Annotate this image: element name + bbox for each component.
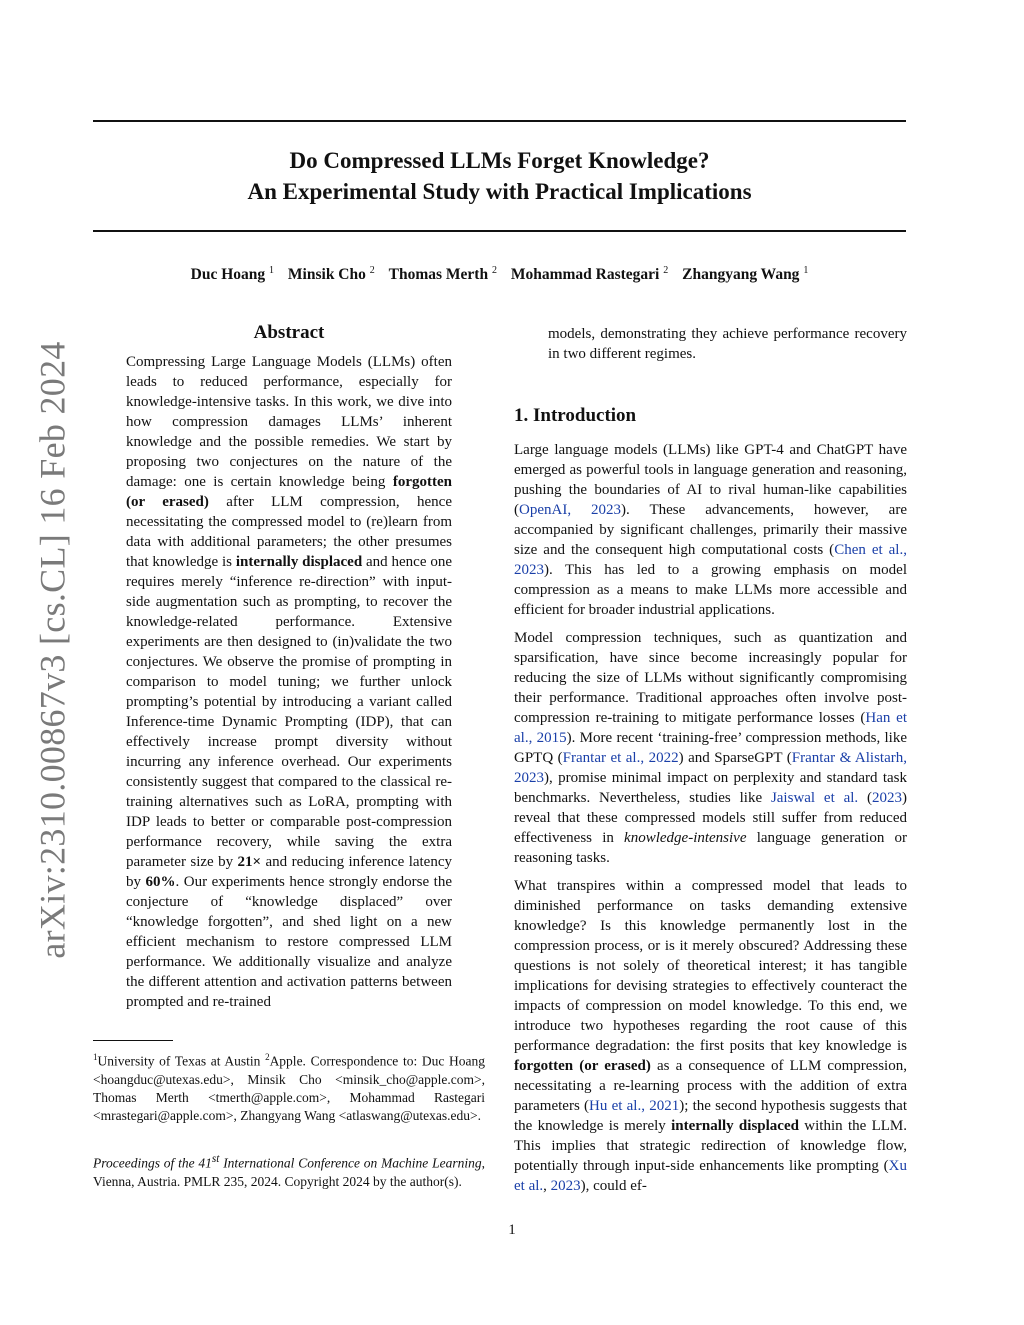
citation-link[interactable]: Chen et al., 2023: [514, 542, 907, 578]
footnote-rule: [93, 1040, 173, 1041]
title-line-1: Do Compressed LLMs Forget Knowledge?: [289, 148, 710, 173]
citation-link[interactable]: Frantar & Alistarh, 2023: [514, 750, 907, 786]
intro-paragraph-3: What transpires within a compressed model that leads to diminished performance on tasks demanding extensive knowledge? Is this knowledge permanently lost in the compression process, or is it merely obscured? Addressing these questions is not solely of theoretical interest; it has tangible implications for devising strategies to effectively counteract the impacts of compression on model knowledge. To this end, we introduce two hypotheses regarding the root cause of this performance degradation: the first posits that key knowledge is forgotten (or erased) as a consequence of LLM compression, necessitating a re-learning process with the addition of extra parameters (Hu et al., 2021); the second hypothesis suggests that the knowledge is merely internally displaced within the LLM. This implies that strategic redirection of knowledge flow, potentially through input-side enhancements like prompting (Xu et al., 2023), could ef-: [514, 878, 908, 1194]
citation-link[interactable]: Xu et al.: [514, 1158, 907, 1194]
author: Duc Hoang $^1$: [190, 265, 275, 284]
author: Thomas Merth $^2$: [388, 265, 497, 284]
affiliation-footnote: $^1$University of Texas at Austin $^2$Apple. Correspondence to: Duc Hoang <hoangduc@utexas.edu>, Minsik Cho <minsik_cho@apple.com>, Thomas Merth <tmerth@apple.com>, Mohammad Rastegari <mrastegari@apple.com>, Zhangyang Wang <atlaswang@utexas.edu>.: [93, 1052, 485, 1123]
arxiv-stamp: [5, 341, 100, 959]
right-column: [514, 324, 907, 1204]
author: Zhangyang Wang $^1$: [682, 265, 809, 284]
abstract-heading: Abstract: [253, 322, 325, 343]
left-column: [126, 320, 452, 1012]
proceedings-note: Proceedings of the 41st International Conference on Machine Learning, Vienna, Austria. PMLR 235, 2024. Copyright 2024 by the author(s).: [93, 1153, 485, 1189]
introduction-heading: 1. Introduction: [514, 405, 637, 426]
author: Mohammad Rastegari $^2$: [510, 265, 669, 284]
citation-link[interactable]: Jaiswal et al.: [770, 790, 859, 806]
page-number: 1: [508, 1222, 516, 1238]
top-rule: [93, 120, 906, 122]
author-list: [93, 265, 906, 284]
paper-title: [93, 145, 906, 207]
citation-link[interactable]: 2023: [872, 790, 902, 806]
citation-link[interactable]: 2023: [550, 1178, 581, 1194]
citation-link[interactable]: Frantar et al., 2022: [562, 750, 679, 766]
arxiv-stamp-text: arXiv:2310.00867v3 [cs.CL] 16 Feb 2024: [32, 341, 73, 959]
intro-paragraph-2: Model compression techniques, such as quantization and sparsification, have since become increasingly popular for reducing the size of LLMs without significantly compromising their performance. Traditional approaches often involve post-compression re-training to mitigate performance losses (Han et al., 2015). More recent ‘training-free’ compression methods, like GPTQ (Frantar et al., 2022) and SparseGPT (Frantar & Alistarh, 2023), promise minimal impact on perplexity and standard task benchmarks. Nevertheless, studies like Jaiswal et al. (2023) reveal that these compressed models still suffer from reduced effectiveness in knowledge-intensive language generation or reasoning tasks.: [514, 630, 907, 866]
title-line-2: An Experimental Study with Practical Implications: [247, 179, 752, 204]
abstract-body: Compressing Large Language Models (LLMs) often leads to reduced performance, especially for knowledge-intensive tasks. In this work, we dive into how compression damages LLMs’ inherent knowledge and the possible remedies. We start by proposing two conjectures on the nature of the damage: one is certain knowledge being forgotten (or erased) after LLM compression, hence necessitating the compressed model to (re)learn from data with additional parameters; the other presumes that knowledge is internally displaced and hence one requires merely “inference re-direction” with input-side augmentation such as prompting, to recover the knowledge-related performance. Extensive experiments are then designed to (in)validate the two conjectures. We observe the promise of prompting in comparison to model tuning; we further unlock prompting’s potential by introducing a variant called Inference-time Dynamic Prompting (IDP), that can effectively increase prompt diversity without incurring any inference overhead. Our experiments consistently suggest that compared to the classical re-training alternatives such as LoRA, prompting with IDP leads to better or comparable post-compression performance recovery, while saving the extra parameter size by 21× and reducing inference latency by 60%. Our experiments hence strongly endorse the conjecture of “knowledge displaced” over “knowledge forgotten”, and shed light on a new efficient mechanism to restore compressed LLM performance. We additionally visualize and analyze the different attention and activation patterns between prompted and re-trained: [126, 354, 452, 1010]
citation-link[interactable]: Hu et al., 2021: [589, 1098, 680, 1114]
title-bottom-rule: [93, 230, 906, 232]
citation-link[interactable]: Han et al., 2015: [514, 710, 907, 746]
intro-paragraph-1: Large language models (LLMs) like GPT-4 and ChatGPT have emerged as powerful tools in language generation and reasoning, pushing the boundaries of AI to rival human-like capabilities (OpenAI, 2023). These advancements, however, are accompanied by significant challenges, primarily their massive size and the consequent high computational costs (Chen et al., 2023). This has led to a growing emphasis on model compression as a means to make LLMs more accessible and efficient for broader industrial applications.: [514, 442, 907, 618]
author: Minsik Cho $^2$: [287, 265, 375, 284]
abstract-continuation: models, demonstrating they achieve performance recovery in two different regimes.: [548, 326, 907, 362]
citation-link[interactable]: OpenAI, 2023: [519, 502, 622, 518]
